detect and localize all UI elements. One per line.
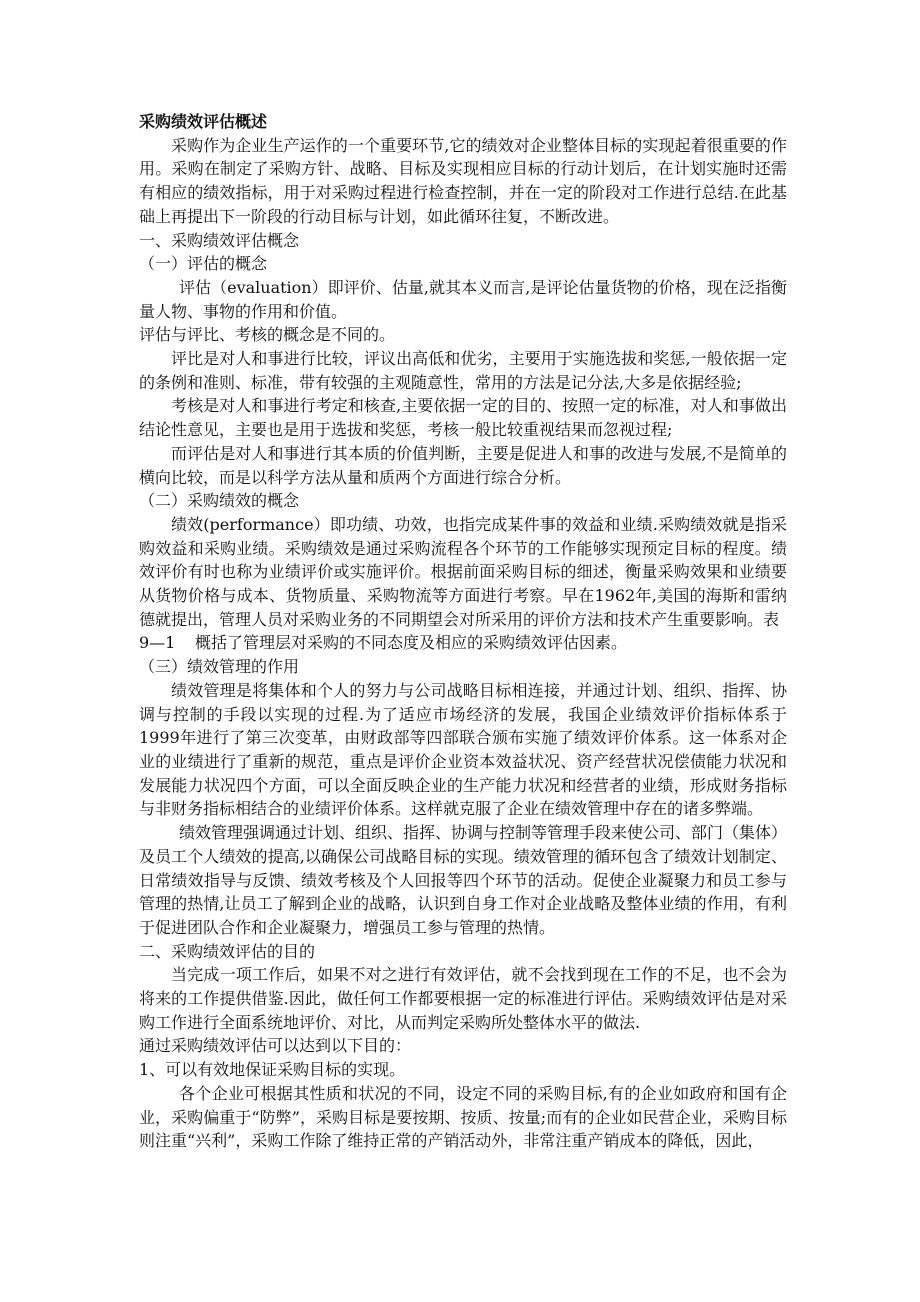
pinggu-paragraph: 而评估是对人和事进行其本质的价值判断，主要是促进人和事的改进与发展,不是简单的横向比较，而是以科学方法从量和质两个方面进行综合分析。 — [139, 443, 787, 487]
management-paragraph-1: 绩效管理是将集体和个人的努力与公司战略目标相连接，并通过计划、组织、指挥、协调与控制的手段以实现的过程.为了适应市场经济的发展，我国企业绩效评价指标体系于1999年进行了第三次变革，由财政部等四部联合颁布实施了绩效评价体系。这一体系对企业的业绩进行了重新的规范，重点是评价企业资本效益状况、资产经营状况偿债能力状况和发展能力状况四个方面，可以全面反映企业的生产能力状况和经营者的业绩，形成财务指标与非财务指标相结合的业绩评价体系。这样就克服了企业在绩效管理中存在的诸多弊端。 — [139, 680, 787, 819]
kaohe-paragraph: 考核是对人和事进行考定和核查,主要依据一定的目的、按照一定的标准，对人和事做出结论性意见，主要也是用于选拔和奖惩，考核一般比较重视结果而忽视过程; — [139, 396, 787, 440]
subsection-heading-1-1: （一）评估的概念 — [139, 254, 268, 274]
subsection-heading-1-3: （三）绩效管理的作用 — [139, 657, 300, 677]
section-heading-2: 二、采购绩效评估的目的 — [139, 941, 316, 961]
intro-paragraph: 采购作为企业生产运作的一个重要环节,它的绩效对企业整体目标的实现起着很重要的作用。采购在制定了采购方针、战略、目标及实现相应目标的行动计划后，在计划实施时还需有相应的绩效指标，用于对采购过程进行检查控制，并在一定的阶段对工作进行总结.在此基础上再提出下一阶段的行动目标与计划，如此循环往复，不断改进。 — [139, 135, 787, 226]
list-item-1-heading: 1、可以有效地保证采购目标的实现。 — [139, 1060, 406, 1080]
management-paragraph-2: 绩效管理强调通过计划、组织、指挥、协调与控制等管理手段来使公司、部门（集体）及员工个人绩效的提高,以确保公司战略目标的实现。绩效管理的循环包含了绩效计划制定、日常绩效指导与反馈、绩效考核及个人回报等四个环节的活动。促使企业凝聚力和员工参与管理的热情,让员工了解到企业的战略，认识到自身工作对企业战略及整体业绩的作用，有利于促进团队合作和企业凝聚力，增强员工参与管理的热情。 — [139, 823, 788, 937]
evaluation-definition-paragraph: 评估（evaluation）即评价、估量,就其本义而言,是评论估量货物的价格，现在泛指衡量人物、事物的作用和价值。 — [139, 277, 787, 321]
purpose-paragraph: 当完成一项工作后，如果不对之进行有效评估，就不会找到现在工作的不足，也不会为将来的工作提供借鉴.因此，做任何工作都要根据一定的标准进行评估。采购绩效评估是对采购工作进行全面系统地评价、对比，从而判定采购所处整体水平的做法. — [139, 965, 787, 1032]
table-reference-line — [139, 631, 787, 655]
achieve-intro-line: 通过采购绩效评估可以达到以下目的： — [139, 1036, 412, 1056]
table-reference-text: 概括了管理层对采购的不同态度及相应的采购绩效评估因素。 — [195, 633, 628, 653]
pingbi-paragraph: 评比是对人和事进行比较，评议出高低和优劣，主要用于实施选拔和奖惩,一般依据一定的条例和准则、标准，带有较强的主观随意性，常用的方法是记分法,大多是依据经验; — [139, 349, 787, 392]
document-title: 采购绩效评估概述 — [139, 112, 268, 131]
document-page — [139, 110, 787, 1153]
performance-paragraph: 绩效(performance）即功绩、功效，也指完成某件事的效益和业绩.采购绩效就是指采购效益和采购业绩。采购绩效是通过采购流程各个环节的工作能够实现预定目标的程度。绩效评价有时也称为业绩评价或实施评价。根据前面采购目标的细述，衡量采购效果和业绩要从货物价格与成本、货物质量、采购物流等方面进行考察。早在1962年,美国的海斯和雷纳德就提出，管理人员对采购业务的不同期望会对所采用的评价方法和技术产生重要影响。表 — [139, 514, 787, 629]
section-heading-1: 一、采购绩效评估概念 — [139, 230, 300, 250]
list-item-1-paragraph: 各个企业可根据其性质和状况的不同，设定不同的采购目标,有的企业如政府和国有企业，采购偏重于“防弊”，采购目标是要按期、按质、按量;而有的企业如民营企业，采购目标则注重“兴利”，采购工作除了维持正常的产销活动外，非常注重产销成本的降低，因此， — [139, 1083, 787, 1151]
difference-paragraph: 评估与评比、考核的概念是不同的。 — [139, 325, 396, 345]
subsection-heading-1-2: （二）采购绩效的概念 — [139, 491, 300, 511]
table-number: 9—1 — [139, 633, 176, 653]
